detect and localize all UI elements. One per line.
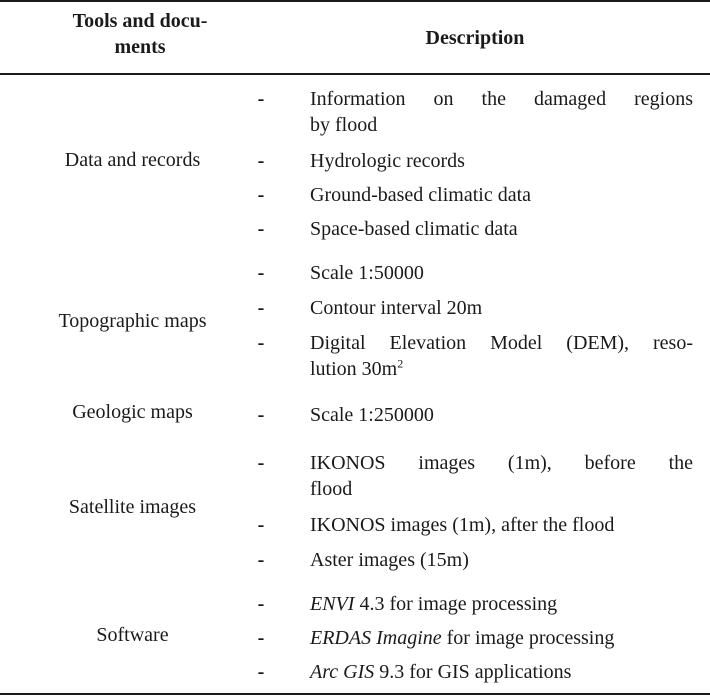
- bullet-dash: -: [257, 332, 265, 354]
- bullet-dash: -: [257, 404, 265, 426]
- group-label-geologic-maps: Geologic maps: [72, 401, 193, 423]
- group-label-topographic-maps: Topographic maps: [58, 310, 207, 332]
- bullet-dash: -: [257, 150, 265, 172]
- item-arcgis-desc: 9.3 for GIS applications: [374, 661, 572, 683]
- header-rule: [0, 73, 710, 75]
- bullet-dash: -: [257, 452, 265, 474]
- item-dem-cont: [310, 352, 693, 386]
- item-envi-desc: 4.3 for image processing: [354, 593, 558, 615]
- bullet-dash: -: [257, 297, 265, 319]
- bullet-dash: -: [257, 627, 265, 649]
- item-hydrologic-records: Hydrologic records: [310, 150, 465, 172]
- item-arcgis-name: Arc GIS: [310, 661, 375, 683]
- bullet-dash: -: [257, 549, 265, 571]
- group-label-data-and-records: Data and records: [64, 149, 201, 171]
- item-ikonos-after: IKONOS images (1m), after the flood: [310, 514, 615, 536]
- top-rule: [0, 0, 710, 2]
- item-dem-line1: Digital Elevation Model (DEM), reso-: [310, 332, 693, 354]
- bullet-dash: -: [257, 262, 265, 284]
- item-envi-name: ENVI: [310, 593, 355, 615]
- item-dem-superscript: 2: [397, 356, 404, 371]
- bullet-dash: -: [257, 661, 265, 683]
- group-label-software: Software: [96, 624, 169, 646]
- item-space-climatic: Space-based climatic data: [310, 218, 518, 240]
- item-ikonos-before-line2: flood: [310, 478, 353, 500]
- bullet-dash: -: [257, 514, 265, 536]
- group-label-satellite-images: Satellite images: [68, 496, 197, 518]
- item-ground-climatic: Ground-based climatic data: [310, 184, 532, 206]
- item-dem-line2: lution 30m: [310, 358, 398, 380]
- header-tools-line1: Tools and docu-: [72, 10, 208, 32]
- bullet-dash: -: [257, 184, 265, 206]
- item-damaged-regions-line2: by flood: [310, 114, 378, 136]
- header-tools-and-documents: [40, 8, 240, 60]
- item-damaged-regions-cont: [310, 108, 693, 142]
- bottom-rule: [0, 693, 710, 695]
- item-contour-interval: Contour interval 20m: [310, 297, 483, 319]
- item-ikonos-before-line1: IKONOS images (1m), before the: [310, 452, 693, 474]
- item-ikonos-before-cont: [310, 472, 693, 506]
- item-erdas-name: ERDAS Imagine: [310, 627, 442, 649]
- item-scale-250000: Scale 1:250000: [310, 404, 434, 426]
- item-envi: [310, 587, 693, 621]
- item-scale-50000: Scale 1:50000: [310, 262, 424, 284]
- header-tools-line2: ments: [114, 36, 166, 58]
- item-arcgis: [310, 655, 693, 689]
- item-aster-images: Aster images (15m): [310, 549, 469, 571]
- item-erdas: [310, 621, 693, 655]
- header-description: Description: [425, 27, 525, 49]
- bullet-dash: -: [257, 593, 265, 615]
- item-erdas-desc: for image processing: [441, 627, 615, 649]
- item-damaged-regions-line1: Information on the damaged regions: [310, 88, 693, 110]
- bullet-dash: -: [257, 88, 265, 110]
- bullet-dash: -: [257, 218, 265, 240]
